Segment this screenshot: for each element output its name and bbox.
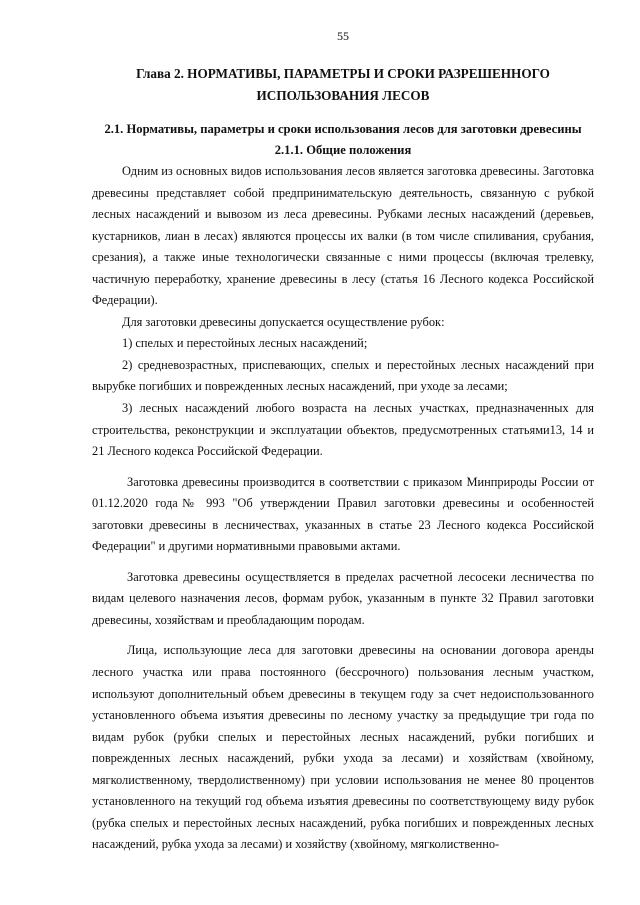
paragraph-allowed-cuttings: Для заготовки древесины допускается осуществление рубок:	[122, 314, 445, 329]
section-title: 2.1. Нормативы, параметры и сроки использования лесов для заготовки древесины	[104, 122, 582, 136]
page-number: 55	[337, 29, 349, 43]
list-item-1: 1) спелых и перестойных лесных насаждений;	[122, 336, 368, 351]
chapter-title: Глава 2. НОРМАТИВЫ, ПАРАМЕТРЫ И СРОКИ РАЗРЕШЕННОГО ИСПОЛЬЗОВАНИЯ ЛЕСОВ	[136, 66, 550, 103]
paragraph-intro: Одним из основных видов использования лесов является заготовка древесины. Заготовка древесины представляет собой предпринимательскую деятельность, связанную с рубкой лесных насаждений и вывозом из леса древесины. Рубками лесных насаждений (деревьев, кустарников, лиан в лесах) являются процессы их валки (в том числе спиливания, срубания, срезания), а также иные технологически связанные с ними процессы (включая трелевку, частичную переработку, хранение древесины в лесу (статья 16 Лесного кодекса Российской Федерации).	[92, 164, 594, 308]
list-item-2: 2) средневозрастных, приспевающих, спелых и перестойных лесных насаждений при вырубке погибших и поврежденных лесных насаждений, при уходе за лесами;	[92, 357, 594, 394]
paragraph-order: Заготовка древесины производится в соответствии с приказом Минприроды России от 01.12.2020 года№ 993 "Об утверждении Правил заготовки древесины и особенностей заготовки древесины в лесничествах, указанных в статье 23 Лесного кодекса Российской Федерации" и другими нормативными правовыми актами.	[92, 474, 594, 554]
paragraph-additional-volume: Лица, использующие леса для заготовки древесины на основании договора аренды лесного участка или права постоянного (бессрочного) пользования лесным участком, используют дополнительный объем древесины в текущем году за счет недоиспользованного установленного объема изъятия древесины по лесному участку за предыдущие три года по видам рубок (рубки спелых и перестойных лесных насаждений, рубки погибших и поврежденных лесных насаждений, рубки ухода за лесами) и хозяйствам (хвойному, мягколиственному, твердолиственному) при условии использования не менее 80 процентов установленного на текущий год объема изъятия древесины по соответствующему виду рубок (рубка спелых и перестойных лесных насаждений, рубка погибших и поврежденных лесных насаждений, рубка ухода за лесами) и хозяйству (хвойному, мягколиственно-	[92, 643, 594, 852]
paragraph-allowable-cut: Заготовка древесины осуществляется в пределах расчетной лесосеки лесничества по видам целевого назначения лесов, формам рубок, указанным в пункте 32 Правил заготовки древесины, хозяйствам и преобладающим породам.	[92, 569, 594, 627]
list-item-3: 3) лесных насаждений любого возраста на лесных участках, предназначенных для строительства, реконструкции и эксплуатации объектов, предусмотренных статьями13, 14 и 21 Лесного кодекса Российской Федерации.	[92, 401, 594, 459]
subsection-title: 2.1.1. Общие положения	[274, 143, 412, 157]
